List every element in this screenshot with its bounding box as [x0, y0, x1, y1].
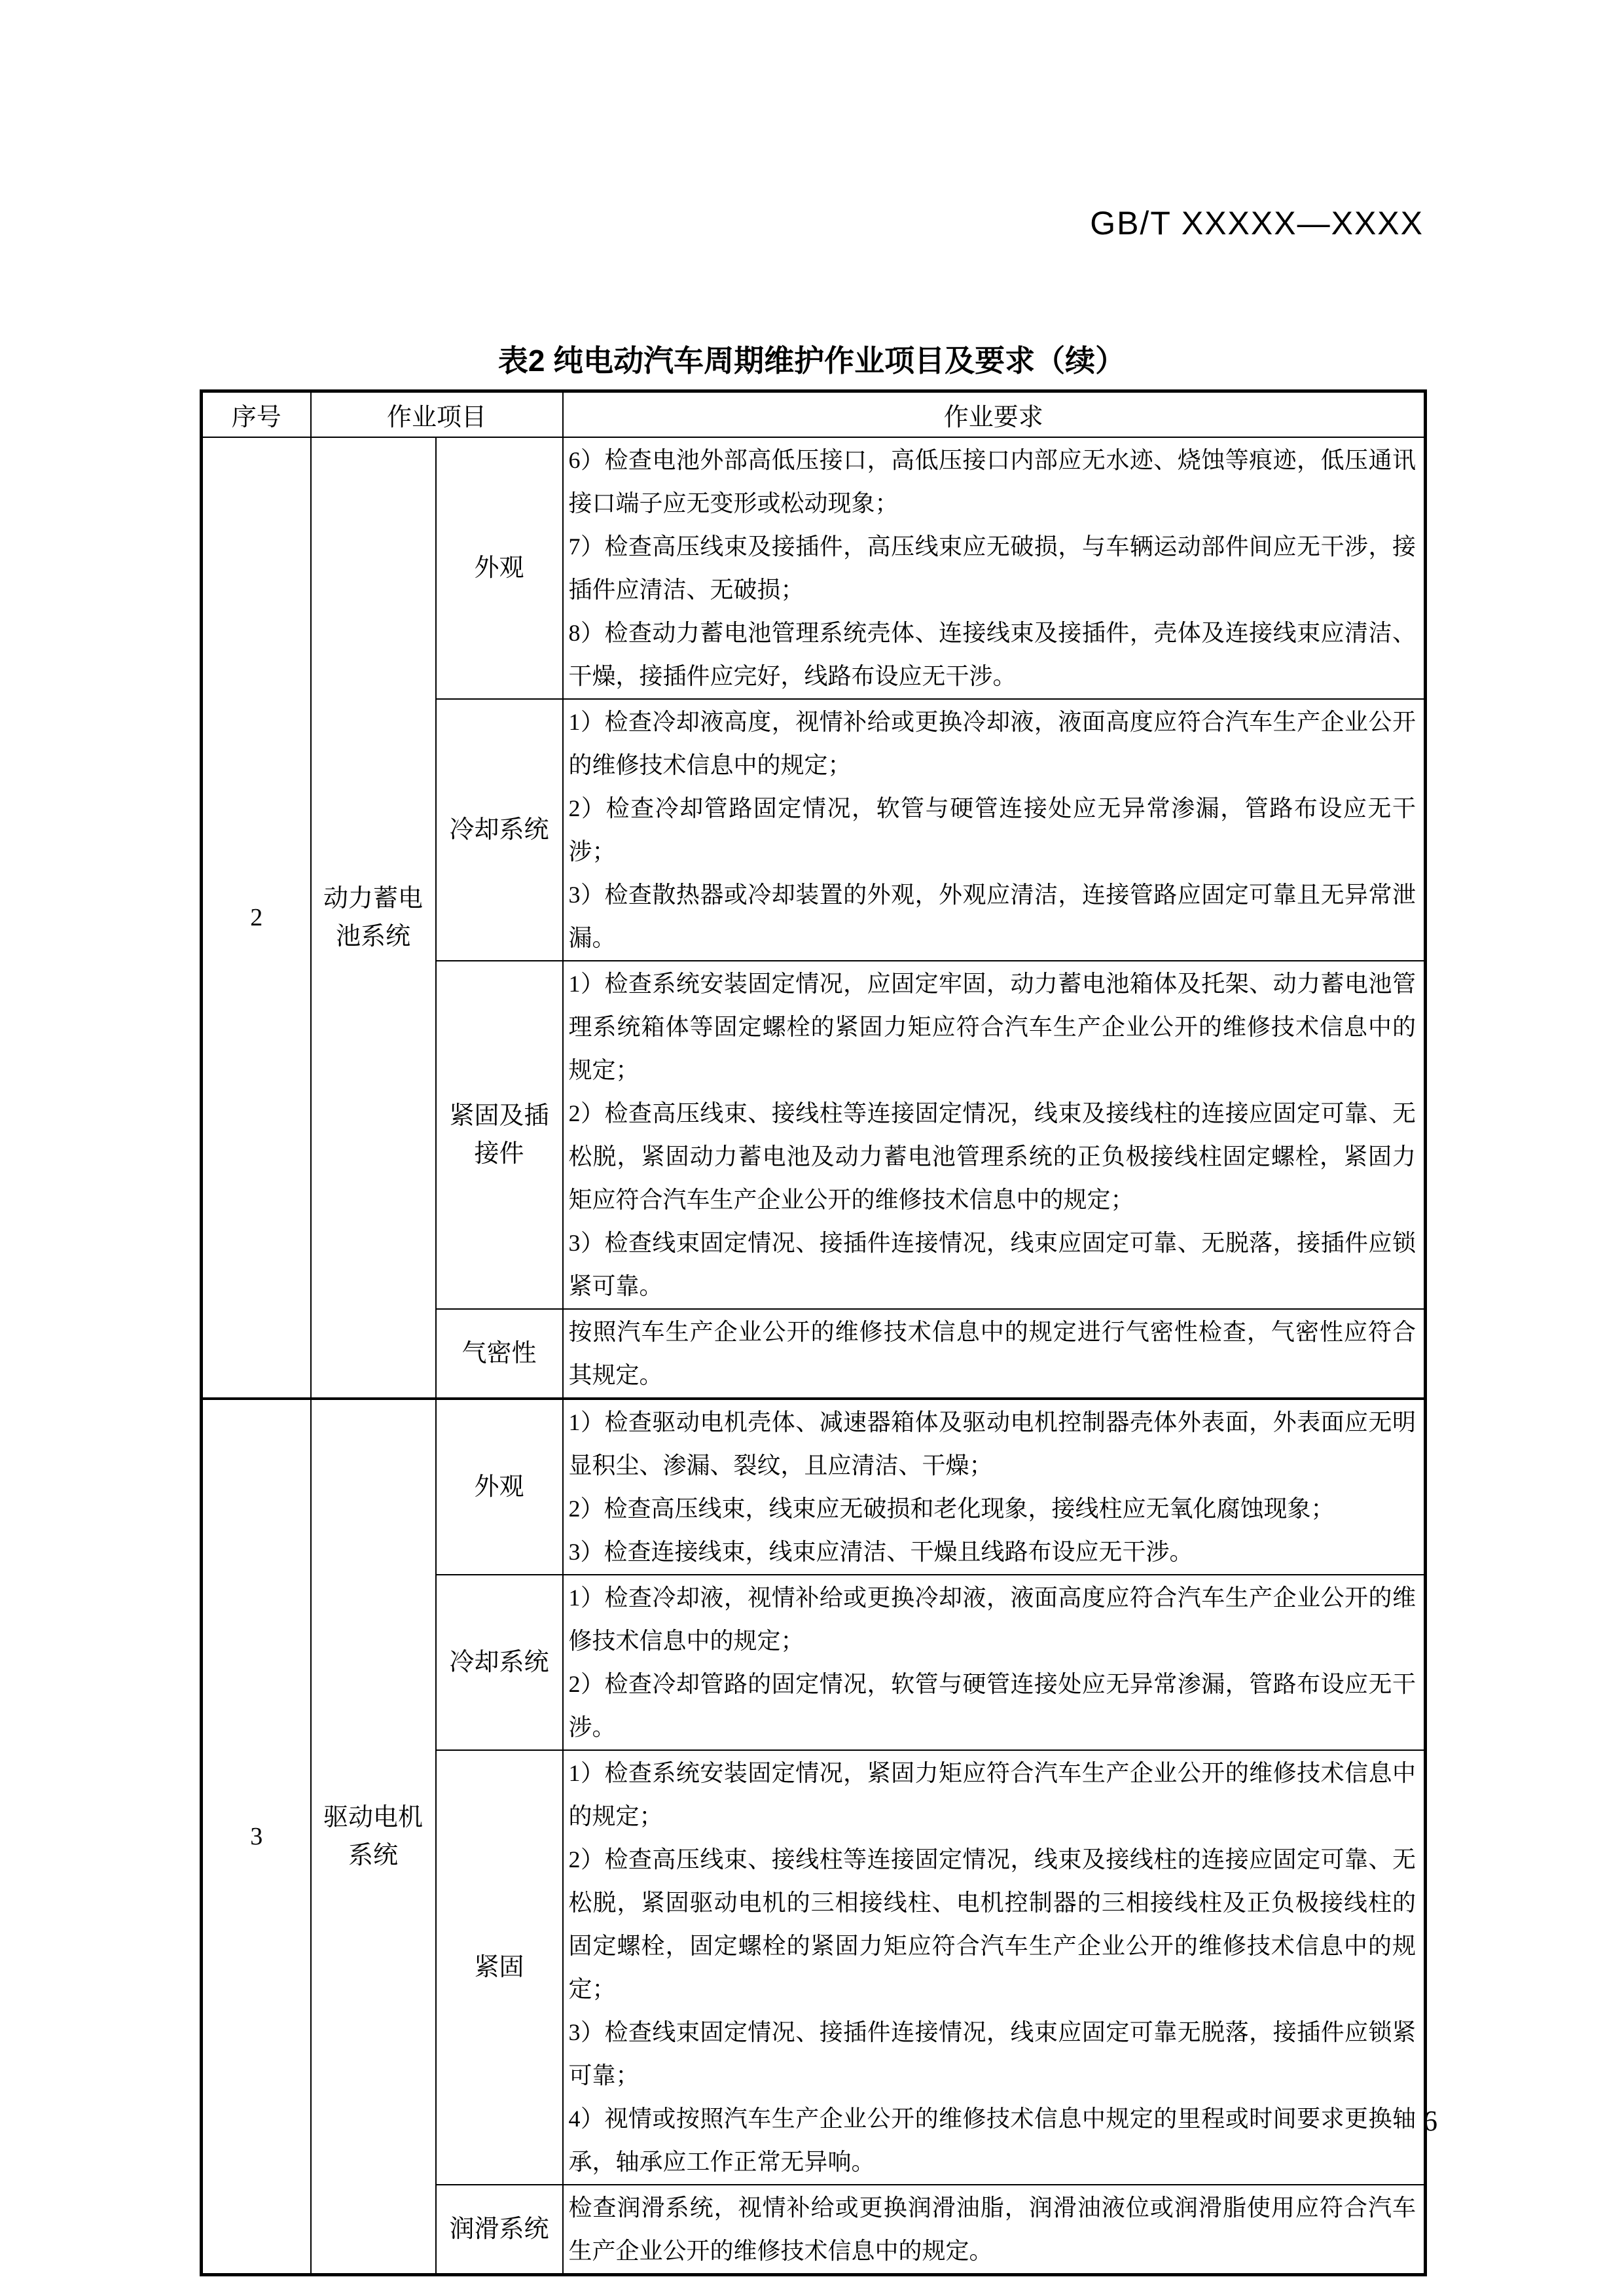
standard-number: GB/T XXXXX—XXXX — [1090, 205, 1424, 242]
requirement-item: 1）检查系统安装固定情况，紧固力矩应符合汽车生产企业公开的维修技术信息中的规定； — [568, 1759, 1416, 1829]
requirement-item: 1）检查冷却液高度，视情补给或更换冷却液，液面高度应符合汽车生产企业公开的维修技术信息中的规定； — [568, 708, 1416, 778]
requirement-item: 2）检查冷却管路的固定情况，软管与硬管连接处应无异常渗漏，管路布设应无干涉。 — [568, 1670, 1416, 1740]
subitem-cell: 气密性 — [436, 1309, 563, 1399]
system-name-cell: 动力蓄电池系统 — [311, 437, 436, 1399]
requirement-item: 2）检查冷却管路固定情况，软管与硬管连接处应无异常渗漏，管路布设应无干涉； — [568, 795, 1416, 865]
requirement-item: 6）检查电池外部高低压接口，高低压接口内部应无水迹、烧蚀等痕迹，低压通讯接口端子应无变形或松动现象； — [568, 446, 1416, 516]
requirement-item: 3）检查散热器或冷却装置的外观，外观应清洁，连接管路应固定可靠且无异常泄漏。 — [568, 881, 1416, 951]
requirements-cell — [563, 699, 1426, 961]
subitem-cell: 外观 — [436, 1399, 563, 1575]
requirements-cell — [563, 437, 1426, 699]
requirement-item: 2）检查高压线束、接线柱等连接固定情况，线束及接线柱的连接应固定可靠、无松脱，紧固驱动电机的三相接线柱、电机控制器的三相接线柱及正负极接线柱的固定螺栓，固定螺栓的紧固力矩应符合汽车生产企业公开的维修技术信息中的规定； — [568, 1846, 1416, 2002]
table-body — [202, 437, 1426, 2275]
requirement-item: 7）检查高压线束及接插件，高压线束应无破损，与车辆运动部件间应无干涉，接插件应清洁、无破损； — [568, 533, 1416, 603]
table-header — [202, 391, 1426, 437]
subitem-cell: 冷却系统 — [436, 699, 563, 961]
requirement-item: 8）检查动力蓄电池管理系统壳体、连接线束及接插件，壳体及连接线束应清洁、干燥，接插件应完好，线路布设应无干涉。 — [568, 619, 1416, 689]
subitem-cell: 润滑系统 — [436, 2185, 563, 2275]
page-number: 6 — [1423, 2105, 1437, 2137]
requirement-item: 按照汽车生产企业公开的维修技术信息中的规定进行气密性检查，气密性应符合其规定。 — [568, 1318, 1416, 1388]
requirement-item: 检查润滑系统，视情补给或更换润滑油脂，润滑油液位或润滑脂使用应符合汽车生产企业公开的维修技术信息中的规定。 — [568, 2194, 1416, 2264]
requirement-item: 2）检查高压线束、接线柱等连接固定情况，线束及接线柱的连接应固定可靠、无松脱，紧固动力蓄电池及动力蓄电池管理系统的正负极接线柱固定螺栓，紧固力矩应符合汽车生产企业公开的维修技术信息中的规定； — [568, 1100, 1416, 1213]
header-index: 序号 — [202, 391, 311, 437]
header-work-requirement: 作业要求 — [563, 391, 1426, 437]
header-row — [202, 391, 1426, 437]
requirement-item: 3）检查线束固定情况、接插件连接情况，线束应固定可靠、无脱落，接插件应锁紧可靠。 — [568, 1229, 1416, 1299]
subitem-cell: 外观 — [436, 437, 563, 699]
maintenance-table — [200, 389, 1427, 2276]
requirements-cell — [563, 1309, 1426, 1399]
requirements-cell — [563, 961, 1426, 1309]
row-index-cell: 3 — [202, 1399, 311, 2275]
requirements-cell — [563, 2185, 1426, 2275]
requirement-item: 1）检查系统安装固定情况，应固定牢固，动力蓄电池箱体及托架、动力蓄电池管理系统箱体等固定螺栓的紧固力矩应符合汽车生产企业公开的维修技术信息中的规定； — [568, 970, 1416, 1083]
requirement-item: 3）检查线束固定情况、接插件连接情况，线束应固定可靠无脱落，接插件应锁紧可靠； — [568, 2018, 1416, 2089]
subitem-cell: 紧固 — [436, 1750, 563, 2185]
requirements-cell — [563, 1750, 1426, 2185]
requirement-item: 4）视情或按照汽车生产企业公开的维修技术信息中规定的里程或时间要求更换轴承，轴承应工作正常无异响。 — [568, 2105, 1416, 2175]
requirements-cell — [563, 1399, 1426, 1575]
system-name-cell: 驱动电机系统 — [311, 1399, 436, 2275]
row-index-cell: 2 — [202, 437, 311, 1399]
requirement-item: 2）检查高压线束，线束应无破损和老化现象，接线柱应无氧化腐蚀现象； — [568, 1495, 1335, 1522]
requirement-item: 3）检查连接线束，线束应清洁、干燥且线路布设应无干涉。 — [568, 1538, 1193, 1565]
table-title: 表2 纯电动汽车周期维护作业项目及要求（续） — [497, 344, 1126, 378]
requirement-item: 1）检查冷却液，视情补给或更换冷却液，液面高度应符合汽车生产企业公开的维修技术信息中的规定； — [568, 1584, 1416, 1654]
subitem-cell: 紧固及插接件 — [436, 961, 563, 1309]
table-row — [202, 437, 1426, 699]
table-row — [202, 1399, 1426, 1575]
requirement-item: 1）检查驱动电机壳体、减速器箱体及驱动电机控制器壳体外表面，外表面应无明显积尘、渗漏、裂纹，且应清洁、干燥； — [568, 1408, 1416, 1479]
requirements-cell — [563, 1575, 1426, 1750]
header-work-item: 作业项目 — [311, 391, 563, 437]
subitem-cell: 冷却系统 — [436, 1575, 563, 1750]
